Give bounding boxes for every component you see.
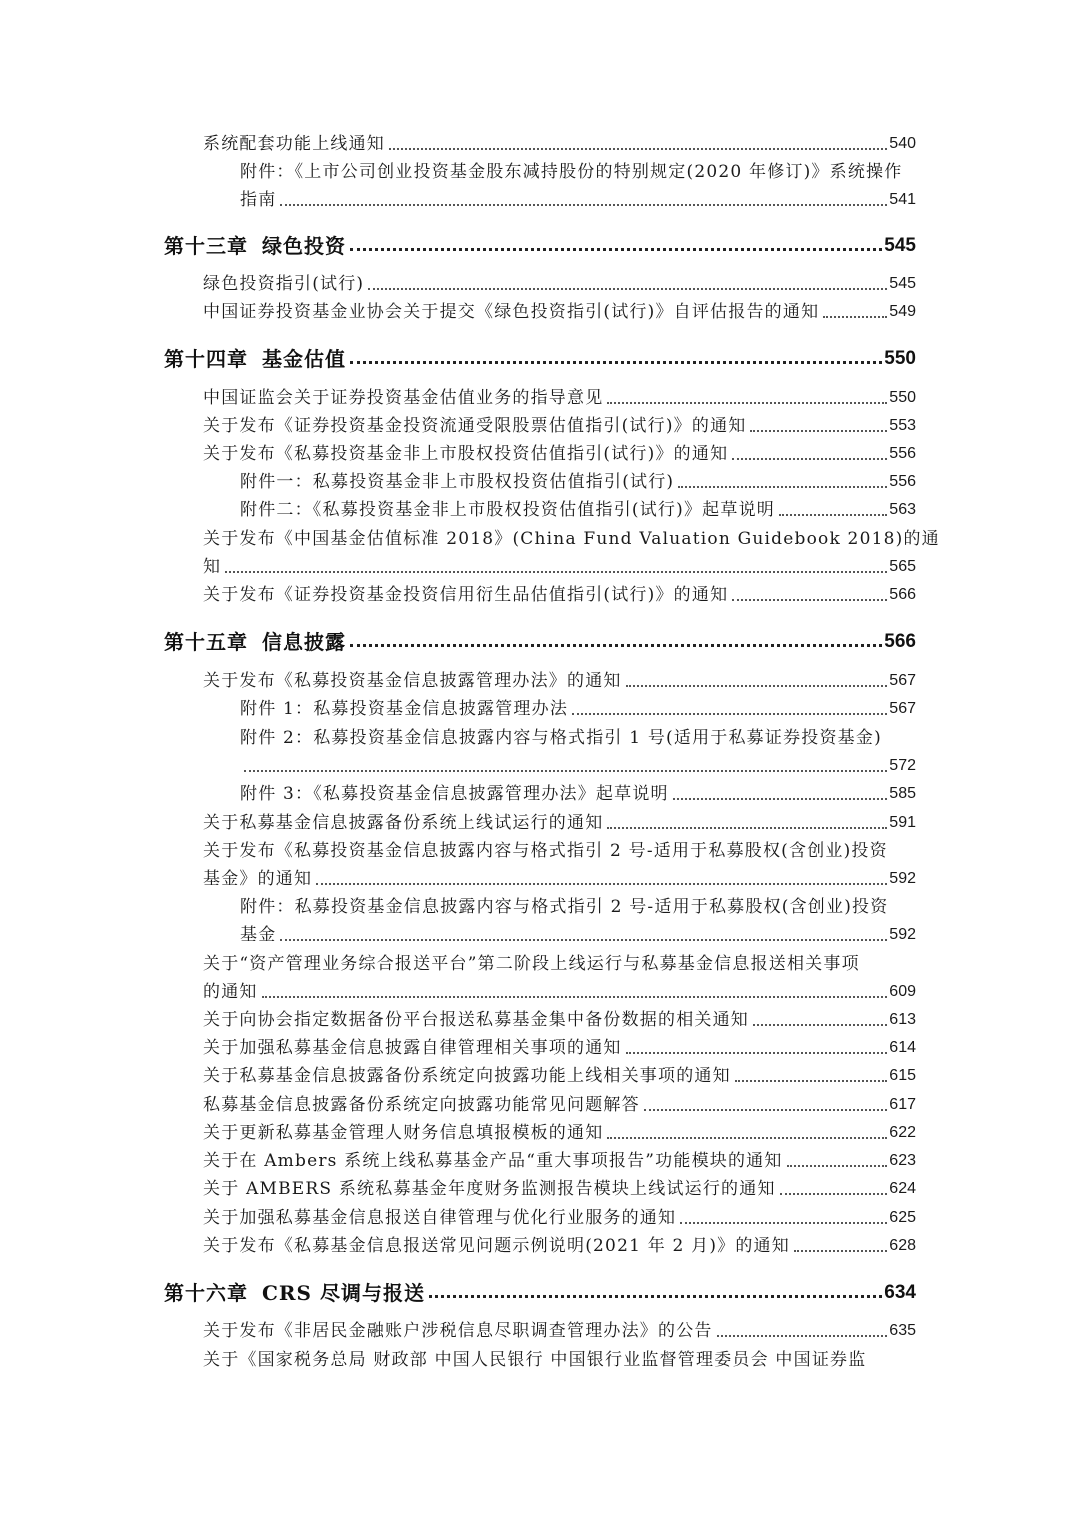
chapter-title: 信息披露: [262, 630, 346, 654]
dot-leader: [389, 148, 887, 150]
toc-entry: [203, 1005, 916, 1031]
toc-chapter-heading: [164, 340, 916, 370]
toc-entry: [203, 297, 916, 323]
page-number: 609: [889, 983, 916, 1000]
toc-entry-title: 附件一：私募投资基金非上市股权投资估值指引(试行): [240, 472, 675, 492]
toc-entry-title: 绿色投资指引(试行): [203, 274, 365, 294]
dot-leader: [368, 288, 887, 290]
page-number: 567: [889, 700, 916, 717]
dot-leader: [280, 204, 887, 206]
toc-entry-title: 关于加强私募基金信息披露自律管理相关事项的通知: [203, 1038, 622, 1058]
toc-entry: [240, 694, 916, 720]
toc-entry-title: 附件：《上市公司创业投资基金股东减持股份的特别规定(2020 年修订)》系统操作: [240, 162, 903, 182]
dot-leader: [280, 939, 887, 941]
page-number: 541: [889, 191, 916, 208]
dot-leader: [350, 361, 882, 364]
toc-entry: [203, 977, 916, 1003]
page-number: 566: [884, 631, 916, 652]
page-number: 545: [884, 235, 916, 256]
dot-leader: [780, 1193, 888, 1195]
toc-entry-title: 关于《国家税务总局 财政部 中国人民银行 中国银行业监督管理委员会 中国证券监: [203, 1350, 867, 1370]
toc-entry-title: 关于发布《私募投资基金信息披露管理办法》的通知: [203, 671, 622, 691]
toc-entry-title: 私募基金信息披露备份系统定向披露功能常见问题解答: [203, 1095, 640, 1115]
toc-entry: [203, 1118, 916, 1144]
toc-entry-title: 关于发布《中国基金估值标准 2018》(China Fund Valuation Guidebook 2018)的通: [203, 529, 940, 549]
page-number: 553: [889, 417, 916, 434]
dot-leader: [316, 883, 887, 885]
chapter-title: CRS 尽调与报送: [262, 1281, 425, 1305]
toc-entry: [240, 467, 916, 493]
toc-entry-line: [203, 836, 916, 862]
page-number: 545: [889, 275, 916, 292]
page-number: 635: [889, 1322, 916, 1339]
toc-entry-title: 关于发布《私募基金信息报送常见问题示例说明(2021 年 2 月)》的通知: [203, 1236, 790, 1256]
toc-entry-title: 关于在 Ambers 系统上线私募基金产品“重大事项报告”功能模块的通知: [203, 1151, 783, 1171]
toc-entry: [203, 552, 916, 578]
page-number: 591: [889, 814, 916, 831]
page-number: 550: [884, 348, 916, 369]
page-number: 565: [889, 558, 916, 575]
page-number: 550: [889, 389, 916, 406]
toc-entry-line: [240, 892, 916, 918]
toc-entry-title: 关于发布《非居民金融账户涉税信息尽职调查管理办法》的公告: [203, 1321, 713, 1341]
toc-entry-title: 关于 AMBERS 系统私募基金年度财务监测报告模块上线试运行的通知: [203, 1179, 776, 1199]
toc-entry-title: 附件 2：私募投资基金信息披露内容与格式指引 1 号(适用于私募证券投资基金): [240, 728, 882, 748]
toc-entry-title: 基金: [240, 925, 277, 945]
toc-entry: [203, 1146, 916, 1172]
toc-entry: [240, 751, 916, 777]
toc-entry: [203, 269, 916, 295]
toc-entry: [203, 129, 916, 155]
toc-entry: [203, 666, 916, 692]
toc-entry-title: 基金》的通知: [203, 869, 313, 889]
toc-entry-title: 关于发布《私募投资基金信息披露内容与格式指引 2 号-适用于私募股权(含创业)投资: [203, 841, 888, 861]
toc-entry-title: 关于私募基金信息披露备份系统上线试运行的通知: [203, 813, 604, 833]
toc-entry: [203, 1203, 916, 1229]
dot-leader: [673, 798, 888, 800]
toc-entry: [240, 185, 916, 211]
toc-entry: [203, 580, 916, 606]
dot-leader: [735, 1080, 887, 1082]
page-number: 628: [889, 1237, 916, 1254]
toc-entry-line: [240, 723, 916, 749]
toc-entry-title: 关于发布《证券投资基金投资流通受限股票估值指引(试行)》的通知: [203, 416, 747, 436]
page-number: 592: [889, 870, 916, 887]
dot-leader: [823, 316, 887, 318]
toc-entry-title: 关于私募基金信息披露备份系统定向披露功能上线相关事项的通知: [203, 1066, 731, 1086]
toc-entry-title: 的通知: [203, 982, 258, 1002]
dot-leader: [262, 996, 888, 998]
chapter-number: 第十六章: [164, 1281, 248, 1305]
toc-entry-title: 关于更新私募基金管理人财务信息填报模板的通知: [203, 1123, 604, 1143]
toc-entry: [203, 1061, 916, 1087]
toc-entry: [203, 1316, 916, 1342]
toc-entry: [203, 411, 916, 437]
dot-leader: [678, 486, 887, 488]
toc-entry: [203, 864, 916, 890]
page-number: 540: [889, 135, 916, 152]
toc-entry-title: 指南: [240, 190, 277, 210]
dot-leader: [779, 514, 887, 516]
toc-entry: [203, 1090, 916, 1116]
toc-entry-title: 关于加强私募基金信息报送自律管理与优化行业服务的通知: [203, 1208, 677, 1228]
page-number: 556: [889, 445, 916, 462]
toc-entry-line: [203, 1345, 916, 1371]
toc-entry-title: 关于“资产管理业务综合报送平台”第二阶段上线运行与私募基金信息报送相关事项: [203, 954, 860, 974]
toc-entry: [240, 779, 916, 805]
toc-entry-line: [203, 949, 916, 975]
page-number: 563: [889, 501, 916, 518]
chapter-title: 基金估值: [262, 347, 346, 371]
dot-leader: [794, 1250, 887, 1252]
toc-entry-title: 关于向协会指定数据备份平台报送私募基金集中备份数据的相关通知: [203, 1010, 749, 1030]
toc-chapter-heading: [164, 227, 916, 257]
page-number: 566: [889, 586, 916, 603]
toc-entry-title: 附件 1：私募投资基金信息披露管理办法: [240, 699, 569, 719]
dot-leader: [732, 599, 887, 601]
dot-leader: [572, 713, 887, 715]
toc-entry: [240, 495, 916, 521]
dot-leader: [753, 1024, 887, 1026]
page-number: 614: [889, 1039, 916, 1056]
toc-entry-title: 关于发布《证券投资基金投资信用衍生品估值指引(试行)》的通知: [203, 585, 729, 605]
page-number: 549: [889, 303, 916, 320]
toc-entry-title: 中国证监会关于证券投资基金估值业务的指导意见: [203, 388, 604, 408]
dot-leader: [244, 770, 887, 772]
page-number: 623: [889, 1152, 916, 1169]
page-number: 624: [889, 1180, 916, 1197]
page-number: 625: [889, 1209, 916, 1226]
toc-entry-line: [203, 524, 940, 550]
page-number: 617: [889, 1096, 916, 1113]
dot-leader: [787, 1165, 888, 1167]
toc-chapter-heading: [164, 1274, 916, 1304]
dot-leader: [732, 458, 887, 460]
chapter-number: 第十五章: [164, 630, 248, 654]
toc-entry-title: 附件：私募投资基金信息披露内容与格式指引 2 号-适用于私募股权(含创业)投资: [240, 897, 889, 917]
toc-entry: [203, 439, 916, 465]
dot-leader: [750, 430, 887, 432]
toc-entry-title: 系统配套功能上线通知: [203, 134, 385, 154]
page-number: 592: [889, 926, 916, 943]
dot-leader: [626, 1052, 888, 1054]
dot-leader: [607, 402, 887, 404]
page-number: 567: [889, 672, 916, 689]
toc-entry-title: 中国证券投资基金业协会关于提交《绿色投资指引(试行)》自评估报告的通知: [203, 302, 820, 322]
page-number: 634: [884, 1282, 916, 1303]
toc-entry-title: 关于发布《私募投资基金非上市股权投资估值指引(试行)》的通知: [203, 444, 729, 464]
toc-entry-title: 附件二：《私募投资基金非上市股权投资估值指引(试行)》起草说明: [240, 500, 775, 520]
page-number: 556: [889, 473, 916, 490]
page-number: 613: [889, 1011, 916, 1028]
dot-leader: [626, 685, 888, 687]
dot-leader: [607, 827, 887, 829]
toc-entry-line: [240, 157, 916, 183]
toc-entry: [203, 383, 916, 409]
chapter-number: 第十三章: [164, 234, 248, 258]
page-number: 585: [889, 785, 916, 802]
toc-entry: [203, 1174, 916, 1200]
chapter-number: 第十四章: [164, 347, 248, 371]
dot-leader: [644, 1109, 887, 1111]
page-number: 572: [889, 757, 916, 774]
toc-entry: [203, 808, 916, 834]
toc-entry: [240, 920, 916, 946]
dot-leader: [607, 1137, 887, 1139]
toc-entry-title: 附件 3：《私募投资基金信息披露管理办法》起草说明: [240, 784, 669, 804]
dot-leader: [350, 248, 882, 251]
dot-leader: [680, 1222, 887, 1224]
page-number: 615: [889, 1067, 916, 1084]
dot-leader: [429, 1295, 882, 1298]
toc-chapter-heading: [164, 623, 916, 653]
dot-leader: [717, 1335, 888, 1337]
dot-leader: [225, 571, 887, 573]
toc-entry-title: 知: [203, 557, 222, 577]
toc-entry: [203, 1231, 916, 1257]
chapter-title: 绿色投资: [262, 234, 346, 258]
toc-entry: [203, 1033, 916, 1059]
page-number: 622: [889, 1124, 916, 1141]
dot-leader: [350, 644, 882, 647]
